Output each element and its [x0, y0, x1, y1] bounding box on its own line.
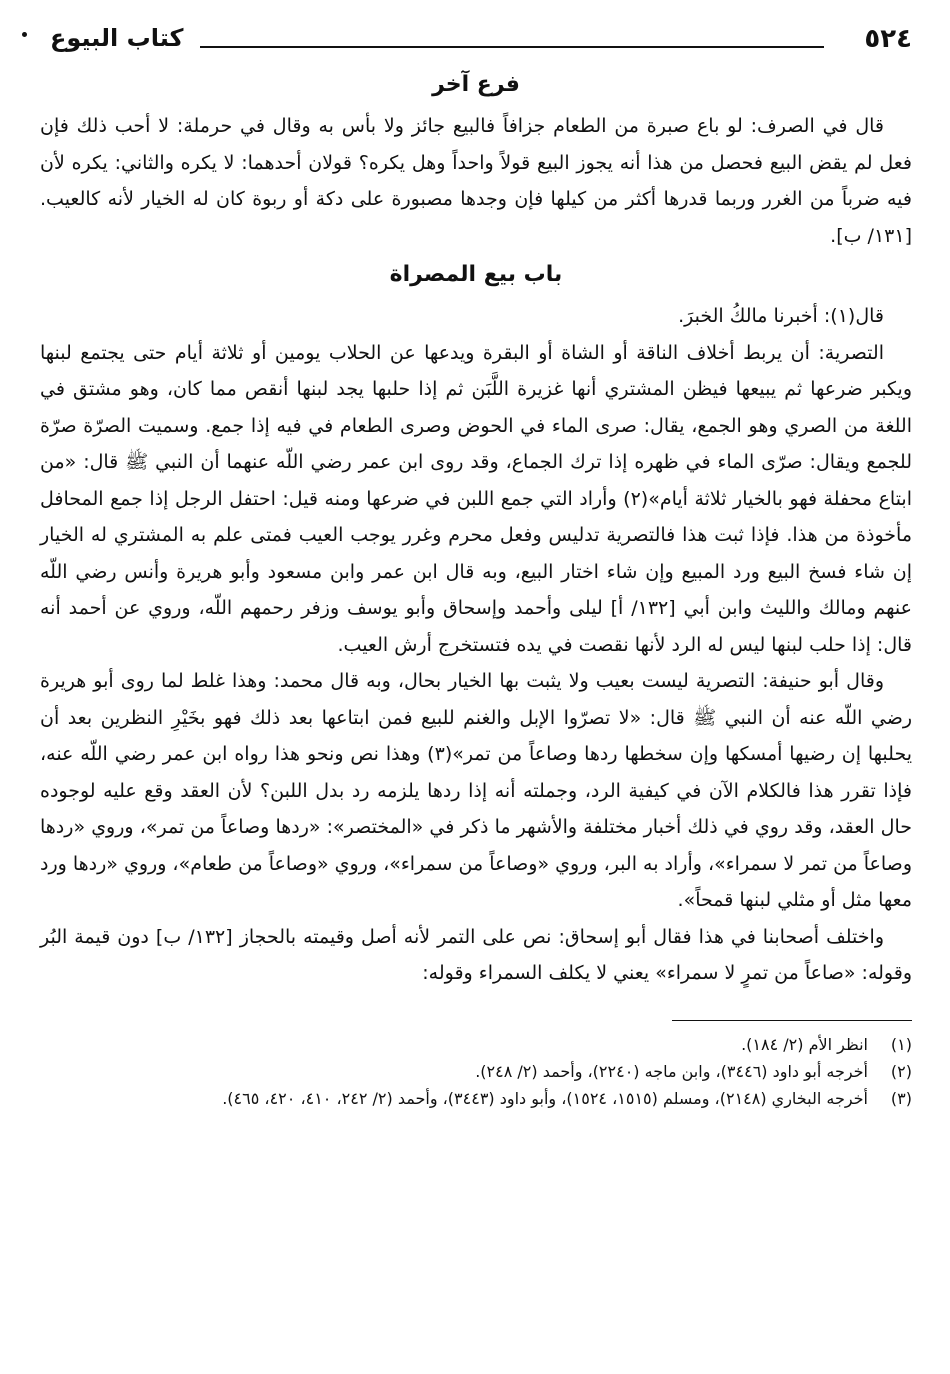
- paragraph-qal: قال(١): أخبرنا مالكُ الخبرَ.: [678, 305, 884, 327]
- margin-dot: [22, 32, 27, 37]
- footnote-text: أخرجه أبو داود (٣٤٤٦)، وابن ماجه (٢٢٤٠)، وأحمد (٢/ ٢٤٨).: [475, 1061, 868, 1081]
- footnote-number: (١): [890, 1034, 912, 1054]
- paragraph-tasriya: التصرية: أن يربط أخلاف الناقة أو الشاة أو البقرة ويدعها عن الحلاب يومين أو ثلاثة أيام حتى يجتمع لبنها ويكبر ضرعها ثم يبيعها فيظن المشتري أنها غزيرة اللَّبَن ثم إذا حلبها يجد لبنها أنقص مما كان، وهو مشتق في اللغة من الصري وهو الجمع، يقال: صرى الماء في الحوض وصرى الطعام في فيه إذا جمع. وسميت الصرّة صرّة للجمع ويقال: صرّى الماء في ظهره إذا ترك الجماع، وقد روى ابن عمر رضي اللّه عنهما أن النبي ﷺ قال: «من ابتاع محفلة فهو بالخيار ثلاثة أيام»(٢) وأراد التي جمع اللبن في ضرعها ومنه قيل: احتفل الرجل إذا جمع المحافل مأخوذة من هذا. فإذا ثبت هذا فالتصرية تدليس وفعل محرم وغرر يوجب العيب فمتى علم به المشتري له الخيار إن شاء فسخ البيع ورد المبيع وإن شاء اختار البيع، وبه قال ابن عمر وابن مسعود وأبو هريرة وأنس رضي اللّه عنهم ومالك والليث وابن أبي [١٣٢/ أ] ليلى وأحمد وإسحاق وأبو يوسف وزفر رحمهم اللّه، وروي عن أحمد أنه قال: إذا حلب لبنها ليس له الرد لأنها نقصت في يده فتستخرج أرش العيب.: [40, 341, 912, 656]
- book-page: [40, 18, 912, 1112]
- footnote: [40, 1058, 912, 1085]
- page-header: [40, 18, 912, 64]
- footnote-text: انظر الأم (٢/ ١٨٤).: [741, 1034, 868, 1054]
- page-number: ٥٢٤: [864, 24, 912, 54]
- running-title: كتاب البيوع: [50, 24, 184, 52]
- footnote-rule: [672, 1020, 912, 1021]
- footnote: [40, 1031, 912, 1058]
- paragraph-abu-hanifa: وقال أبو حنيفة: التصرية ليست بعيب ولا يثبت بها الخيار بحال، وبه قال محمد: وهذا غلط لما روى أبو هريرة رضي اللّه عنه أن النبي ﷺ قال: «لا تصرّوا الإبل والغنم للبيع فمن ابتاعها بعد ذلك فهو بخَيْرِ النظرين بعد أن يحلبها إن رضيها أمسكها وإن سخطها ردها وصاعاً من تمر»(٣) وهذا نص ونحو هذا رواه ابن عمر رضي اللّه عنه، فإذا تقرر هذا فالكلام الآن في كيفية الرد، وجملته أنه إذا ردها يلزمه رد بدل اللبن؟ لأن العقد وقع عليه لوجوده حال العقد، وقد روي في ذلك أخبار مختلفة والأشهر ما ذكر في «المختصر»: «ردها وصاعاً من تمر»، وروي «ردها وصاعاً من تمر لا سمراء»، وأراد به البر، وروي «وصاعاً من سمراء»، وروي «وصاعاً من طعام»، وروي «ردها ورد معها مثل أو مثلي لبنها قمحاً».: [40, 670, 912, 911]
- chapter-title-musarrah: باب بيع المصراة: [389, 262, 563, 287]
- paragraph-ikhtalafa: واختلف أصحابنا في هذا فقال أبو إسحاق: نص على التمر لأنه أصل وقيمته بالحجاز [١٣٢/ ب] دون قيمة البُر وقوله: «صاعاً من تمرٍ لا سمراء» يعني لا يكلف السمراء وقوله:: [40, 925, 912, 984]
- footnote-text: أخرجه البخاري (٢١٤٨)، ومسلم (١٥١٥، ١٥٢٤)، وأبو داود (٣٤٤٣)، وأحمد (٢/ ٢٤٢، ٤١٠، ٤٢٠، ٤٦٥).: [222, 1088, 868, 1108]
- paragraph-sarf: قال في الصرف: لو باع صبرة من الطعام جزافاً فالبيع جائز ولا بأس به وقال في حرملة: لا أحب ذلك فإن فعل لم يقض البيع فحصل من هذا أنه يجوز البيع قولاً واحداً وهل يكره؟ قولان أحدهما: لا يكره والثاني: يكره لأن فيه ضرباً من الغرر وربما قدرها أكثر من كيلها فإن وجدها مصبورة على دكة أو ربوة كان له الخيار لأنه كالعيب. [١٣١/ ب].: [40, 115, 912, 247]
- header-rule: [200, 46, 824, 48]
- footnote-number: (٢): [890, 1061, 912, 1081]
- footnote-number: (٣): [890, 1088, 912, 1108]
- section-title-far-akhar: فرع آخر: [432, 72, 520, 97]
- footnote: [40, 1085, 912, 1112]
